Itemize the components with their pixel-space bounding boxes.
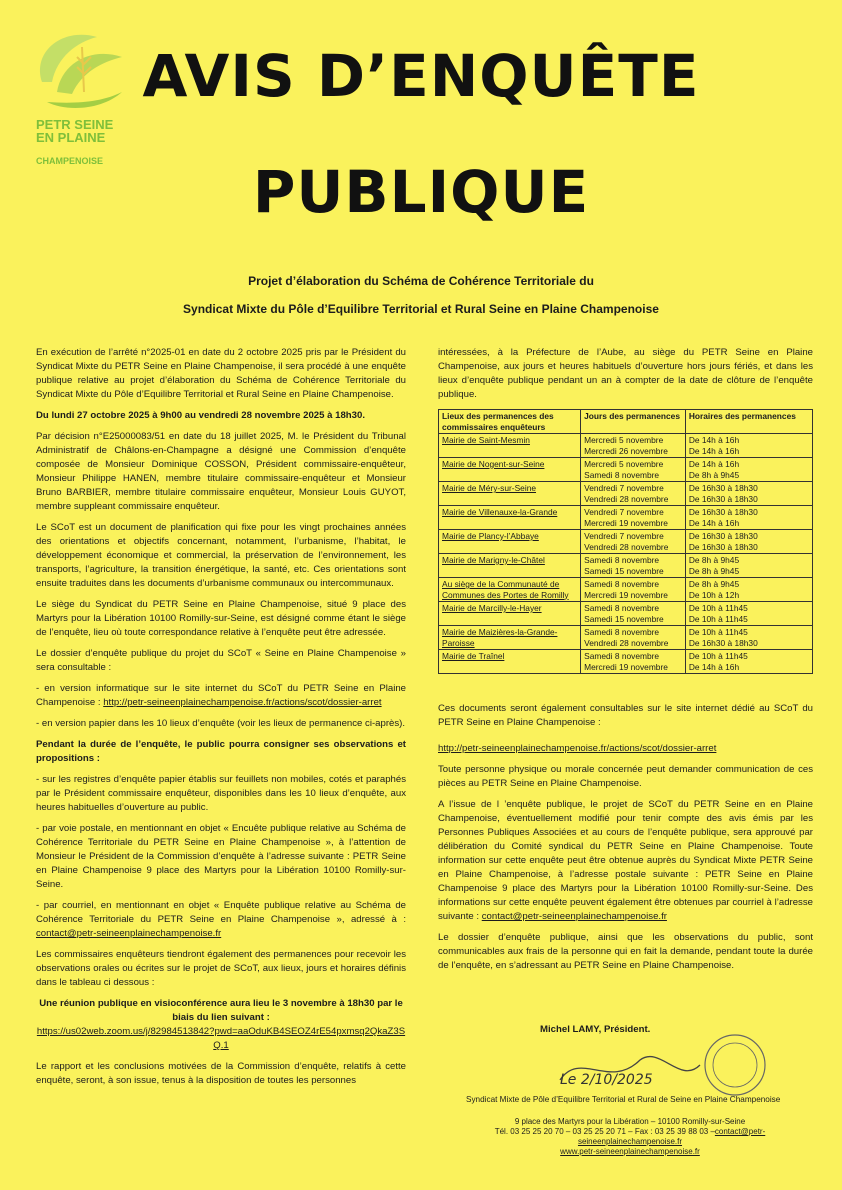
signature-date: Le 2/10/2025 bbox=[560, 1072, 653, 1088]
table-row bbox=[439, 434, 813, 458]
permanence-day: Mercredi 5 novembre bbox=[584, 435, 664, 445]
permanence-day: Samedi 8 novembre bbox=[584, 579, 660, 589]
hours-cell bbox=[685, 482, 812, 506]
days-cell bbox=[581, 554, 686, 578]
footer-contact bbox=[470, 1117, 790, 1157]
hours-cell bbox=[685, 626, 812, 650]
table-row bbox=[439, 626, 813, 650]
postal-paragraph: - par voie postale, en mentionnant en objet « Encuête publique relative au Schéma de Cohérence Territoriale du PETR Seine en Plaine Champenoise », à l’attention de Monsieur le Président de la Commission d’enquête à l’adresse suivante : PETR Seine en Plaine Champenoise 9 place des Martyrs pour la Libération 10100 Romilly-sur-Seine. bbox=[36, 823, 406, 890]
location-cell bbox=[439, 458, 581, 482]
dossier-link[interactable]: http://petr-seineenplainechampenoise.fr/actions/scot/dossier-arret bbox=[103, 697, 382, 708]
paper-version-paragraph: - en version papier dans les 10 lieux d’enquête (voir les lieux de permanence ci-après). bbox=[36, 718, 406, 729]
permanence-hours: De 8h à 9h45 bbox=[688, 579, 740, 589]
hours-cell bbox=[685, 506, 812, 530]
right-column bbox=[438, 346, 813, 980]
location-name: Mairie de Méry-sur-Seine bbox=[442, 483, 537, 493]
also-online-paragraph: Ces documents seront également consultables sur le site internet dédié au SCoT du PETR Seine en Plaine Champenoise : bbox=[438, 703, 813, 728]
permanence-day: Samedi 8 novembre bbox=[584, 555, 660, 565]
days-cell bbox=[581, 650, 686, 674]
siege-paragraph: Le siège du Syndicat du PETR Seine en Plaine Champenoise, situé 9 place des Martyrs pour la Libération 10100 Romilly-sur-Seine, est désigné comme étant le siège de l’enquête, lieu où toute correspondance relative à l’enquête peut être adressée. bbox=[36, 599, 406, 638]
permanence-day: Mercredi 19 novembre bbox=[584, 661, 668, 672]
days-cell bbox=[581, 602, 686, 626]
days-cell bbox=[581, 530, 686, 554]
hours-cell bbox=[685, 602, 812, 626]
subtitle-line1: Projet d’élaboration du Schéma de Cohérence Territoriale du bbox=[248, 274, 594, 288]
location-cell bbox=[439, 602, 581, 626]
hours-cell bbox=[685, 554, 812, 578]
permanence-day: Vendredi 28 novembre bbox=[584, 493, 669, 504]
location-name: Mairie de Plancy-l’Abbaye bbox=[442, 531, 539, 541]
table-header: Horaires des permanences bbox=[685, 410, 812, 434]
signer-name: Michel LAMY, Président. bbox=[540, 1024, 651, 1035]
subtitle-line2: Syndicat Mixte du Pôle d’Equilibre Territorial et Rural Seine en Plaine Champenoise bbox=[183, 302, 659, 316]
permanence-hours: De 14h à 16h bbox=[688, 435, 740, 445]
permanence-day: Vendredi 28 novembre bbox=[584, 637, 669, 648]
left-column bbox=[36, 346, 406, 1095]
logo-text-line1: PETR SEINE bbox=[36, 117, 114, 132]
permanence-hours: De 8h à 9h45 bbox=[688, 555, 740, 565]
table-row bbox=[439, 458, 813, 482]
contact-email-link[interactable]: contact@petr-seineenplainechampenoise.fr bbox=[481, 911, 667, 922]
permanence-day: Samedi 8 novembre bbox=[584, 627, 660, 637]
permanence-day: Mercredi 5 novembre bbox=[584, 459, 664, 469]
permanence-hours: De 16h30 à 18h30 bbox=[688, 507, 758, 517]
permanence-day: Samedi 15 novembre bbox=[584, 565, 664, 576]
hours-cell bbox=[685, 530, 812, 554]
location-cell bbox=[439, 506, 581, 530]
footer-org: Syndicat Mixte de Pôle d’Equilibre Territorial et Rural de Seine en Plaine Champenoise bbox=[466, 1095, 781, 1104]
location-cell bbox=[439, 434, 581, 458]
permanence-day: Samedi 15 novembre bbox=[584, 613, 664, 624]
permanence-day: Samedi 8 novembre bbox=[584, 651, 660, 661]
footer-email-link[interactable]: contact@petr-seineenplainechampenoise.fr bbox=[577, 1127, 766, 1146]
location-cell bbox=[439, 530, 581, 554]
permanence-day: Vendredi 7 novembre bbox=[584, 507, 664, 517]
permanence-hours: De 14h à 16h bbox=[688, 459, 740, 469]
page-title-line2: PUBLIQUE bbox=[252, 158, 590, 226]
enquiry-dates: Du lundi 27 octobre 2025 à 9h00 au vendredi 28 novembre 2025 à 18h30. bbox=[36, 410, 365, 421]
footer-address: 9 place des Martyrs pour la Libération – 10100 Romilly-sur-Seine bbox=[514, 1117, 746, 1126]
permanence-hours: De 16h30 à 18h30 bbox=[688, 637, 758, 648]
permanence-hours: De 14h à 16h bbox=[688, 517, 740, 528]
footer-website-link[interactable]: www.petr-seineenplainechampenoise.fr bbox=[560, 1147, 700, 1156]
location-name: Mairie de Nogent-sur-Seine bbox=[442, 459, 545, 469]
signature-stamp-icon bbox=[550, 1030, 770, 1100]
permanence-hours: De 10h à 11h45 bbox=[688, 627, 748, 637]
table-row bbox=[439, 650, 813, 674]
location-cell bbox=[439, 578, 581, 602]
permanence-hours: De 10h à 12h bbox=[688, 589, 740, 600]
communication-paragraph: Toute personne physique ou morale concernée peut demander communication de ces pièces au PETR Seine en Plaine Champenoise. bbox=[438, 764, 813, 789]
contact-email-link[interactable]: contact@petr-seineenplainechampenoise.fr bbox=[36, 928, 222, 939]
permanence-hours: De 8h à 9h45 bbox=[688, 469, 740, 480]
days-cell bbox=[581, 482, 686, 506]
visio-link-wrap bbox=[36, 1025, 406, 1053]
location-name: Mairie de Maizières-la-Grande-Paroisse bbox=[442, 627, 558, 648]
also-online-link-wrap bbox=[438, 742, 813, 756]
scot-site-link[interactable]: http://petr-seineenplainechampenoise.fr/actions/scot/dossier-arret bbox=[438, 743, 717, 754]
table-row bbox=[439, 554, 813, 578]
commission-paragraph: Par décision n°E25000083/51 en date du 18 juillet 2025, M. le Président du Tribunal Administratif de Châlons-en-Champagne a désigné une Commission d’enquête composée de Monsieur Dominique COSSON, Président commissaire-enquêteur, Monsieur Philippe HANEN, membre titulaire commissaire-enquêteur et Monsieur Bruno BARBIER, membre titulaire commissaire enquêteur, Monsieur Louis GUYOT, membre suppleant commissaire enquêteur. bbox=[36, 431, 406, 512]
communicable-paragraph: Le dossier d’enquête publique, ainsi que les observations du public, sont communicables aux frais de la personne qui en fait la demande, pendant toute la durée de l’enquête, en s’adressant au PETR Seine en Plaine Champenoise. bbox=[438, 932, 813, 971]
permanence-day: Mercredi 19 novembre bbox=[584, 517, 668, 528]
permanence-day: Samedi 8 novembre bbox=[584, 469, 660, 480]
permanence-day: Vendredi 28 novembre bbox=[584, 541, 669, 552]
location-cell bbox=[439, 482, 581, 506]
permanence-day: Samedi 8 novembre bbox=[584, 603, 660, 613]
logo-text-line3: CHAMPENOISE bbox=[36, 156, 104, 166]
location-name: Mairie de Marigny-le-Châtel bbox=[442, 555, 545, 565]
days-cell bbox=[581, 434, 686, 458]
permanence-hours: De 16h30 à 18h30 bbox=[688, 493, 758, 504]
permanence-hours: De 14h à 16h bbox=[688, 661, 740, 672]
table-header-row bbox=[439, 410, 813, 434]
permanence-day: Vendredi 7 novembre bbox=[584, 531, 664, 541]
hours-cell bbox=[685, 578, 812, 602]
hours-cell bbox=[685, 650, 812, 674]
dossier-paragraph: Le dossier d’enquête publique du projet du SCoT « Seine en Plaine Champenoise » sera consultable : bbox=[36, 648, 406, 673]
report-paragraph: Le rapport et les conclusions motivées de la Commission d’enquête, relatifs à cette enquête, seront, à son issue, tenus à la disposition de toutes les personnes bbox=[36, 1061, 406, 1086]
hours-cell bbox=[685, 458, 812, 482]
table-header: Jours des permanences bbox=[581, 410, 686, 434]
permanence-hours: De 10h à 11h45 bbox=[688, 651, 748, 661]
days-cell bbox=[581, 458, 686, 482]
footer-phone: Tél. 03 25 25 20 70 – 03 25 25 20 71 – Fax : 03 25 39 88 03 –contact@petr-seineenplainechampenoise.fr bbox=[494, 1127, 766, 1146]
permanence-hours: De 10h à 11h45 bbox=[688, 603, 748, 613]
availability-paragraph: intéressées, à la Préfecture de l’Aube, au siège du PETR Seine en Plaine Champenoise, aux jours et heures habituels d’ouverture hors jours fériés, et dans les lieux d’enquête publique pendant un an à compter de la date de clôture de l’enquête publique. bbox=[438, 347, 813, 400]
days-cell bbox=[581, 626, 686, 650]
approval-paragraph: A l’issue de l ’enquête publique, le projet de SCoT du PETR Seine en en Plaine Champenoise, éventuellement modifié pour tenir compte des avis émis par les Personnes Publiques Associées et au cours de l’enquête publique, sera approuvé par délibération du Comité syndical du PETR Seine en Plaine Champenoise. Toute information sur cette enquête peut être obtenue auprès du Syndicat Mixte PETR Seine en Plaine Champenoise, à l’adresse postale suivante : PETR Seine en Plaine Champenoise 9 place des Martyrs pour la Libération 10100 Romilly-sur-Seine. Des informations sur cette enquête peuvent également être obtenues par courriel à l’adresse suivante : contact@petr-seineenplainechampenoise.fr bbox=[438, 799, 813, 922]
logo-text-line2: EN PLAINE bbox=[36, 130, 106, 145]
permanence-day: Vendredi 7 novembre bbox=[584, 483, 664, 493]
page-title-line1: AVIS D’ENQUÊTE bbox=[142, 42, 700, 110]
visio-paragraph: Une réunion publique en visioconférence aura lieu le 3 novembre à 18h30 par le biais du lien suivant : bbox=[39, 998, 403, 1023]
table-row bbox=[439, 506, 813, 530]
registers-paragraph: - sur les registres d’enquête papier établis sur feuillets non mobiles, cotés et paraphés par le Président commissaire enquêteur, disponibles dans les 10 lieux d’enquête, aux heures habituelles d’ouverture au public. bbox=[36, 774, 406, 813]
permanence-hours: De 8h à 9h45 bbox=[688, 565, 740, 576]
location-name: Mairie de Villenauxe-la-Grande bbox=[442, 507, 558, 517]
table-row bbox=[439, 530, 813, 554]
table-row bbox=[439, 482, 813, 506]
permanences-paragraph: Les commissaires enquêteurs tiendront également des permanences pour recevoir les observations orales ou écrites sur le projet de SCoT, aux lieux, jours et horaires définis dans le tableau ci dessous : bbox=[36, 949, 406, 988]
hours-cell bbox=[685, 434, 812, 458]
location-name: Au siège de la Communauté de Communes des Portes de Romilly bbox=[442, 579, 569, 600]
location-cell bbox=[439, 554, 581, 578]
permanences-table bbox=[438, 409, 813, 674]
permanence-hours: De 14h à 16h bbox=[688, 445, 740, 456]
days-cell bbox=[581, 578, 686, 602]
permanence-hours: De 10h à 11h45 bbox=[688, 613, 748, 624]
online-version-paragraph: - en version informatique sur le site internet du SCoT du PETR Seine en Plaine Champenoise : http://petr-seineenplainechampenoise.fr/actions/scot/dossier-arret bbox=[36, 683, 406, 708]
permanence-day: Mercredi 19 novembre bbox=[584, 589, 668, 600]
email-paragraph: - par courriel, en mentionnant en objet « Enquête publique relative au Schéma de Cohérence Territoriale du PETR Seine en Plaine Champenoise », adressé à : contact@petr-seineenplainechampenoise.fr bbox=[36, 900, 406, 939]
permanence-hours: De 16h30 à 18h30 bbox=[688, 531, 758, 541]
location-cell bbox=[439, 626, 581, 650]
scot-paragraph: Le SCoT est un document de planification qui fixe pour les vingt prochaines années des orientations et objectifs concernant, notamment, l’urbanisme, l’habitat, le développement économique et commercial, la préservation de l’environnement, les transports, l’agriculture, la transition énergétique, la santé, etc. Ces orientations sont ensuite traduites dans les documents d’urbanisme communaux ou intercommunaux. bbox=[36, 522, 406, 589]
permanence-day: Mercredi 26 novembre bbox=[584, 445, 668, 456]
permanence-hours: De 16h30 à 18h30 bbox=[688, 483, 758, 493]
days-cell bbox=[581, 506, 686, 530]
table-row bbox=[439, 578, 813, 602]
location-cell bbox=[439, 650, 581, 674]
zoom-link[interactable]: https://us02web.zoom.us/j/82984513842?pwd=aaOduKB4SEOZ4rE54pxmsq2QkaZ3SQ.1 bbox=[36, 1026, 406, 1051]
location-name: Mairie de Traînel bbox=[442, 651, 505, 661]
location-name: Mairie de Marcilly-le-Hayer bbox=[442, 603, 542, 613]
intro-paragraph: En exécution de l’arrêté n°2025-01 en date du 2 octobre 2025 pris par le Président du Syndicat Mixte du PETR Seine en Plaine Champenoise, il sera procédé à une enquête publique relative au projet d’élaboration du Schéma de Cohérence Territoriale du Syndicat Mixte du Pôle d’Equilibre Territorial et Rural Seine en Plaine Champenoise. bbox=[36, 347, 406, 400]
observations-heading: Pendant la durée de l’enquête, le public pourra consigner ses observations et propositions : bbox=[36, 739, 406, 764]
table-row bbox=[439, 602, 813, 626]
table-header: Lieux des permanences des commissaires enquêteurs bbox=[439, 410, 581, 434]
permanence-hours: De 16h30 à 18h30 bbox=[688, 541, 758, 552]
location-name: Mairie de Saint-Mesmin bbox=[442, 435, 530, 445]
